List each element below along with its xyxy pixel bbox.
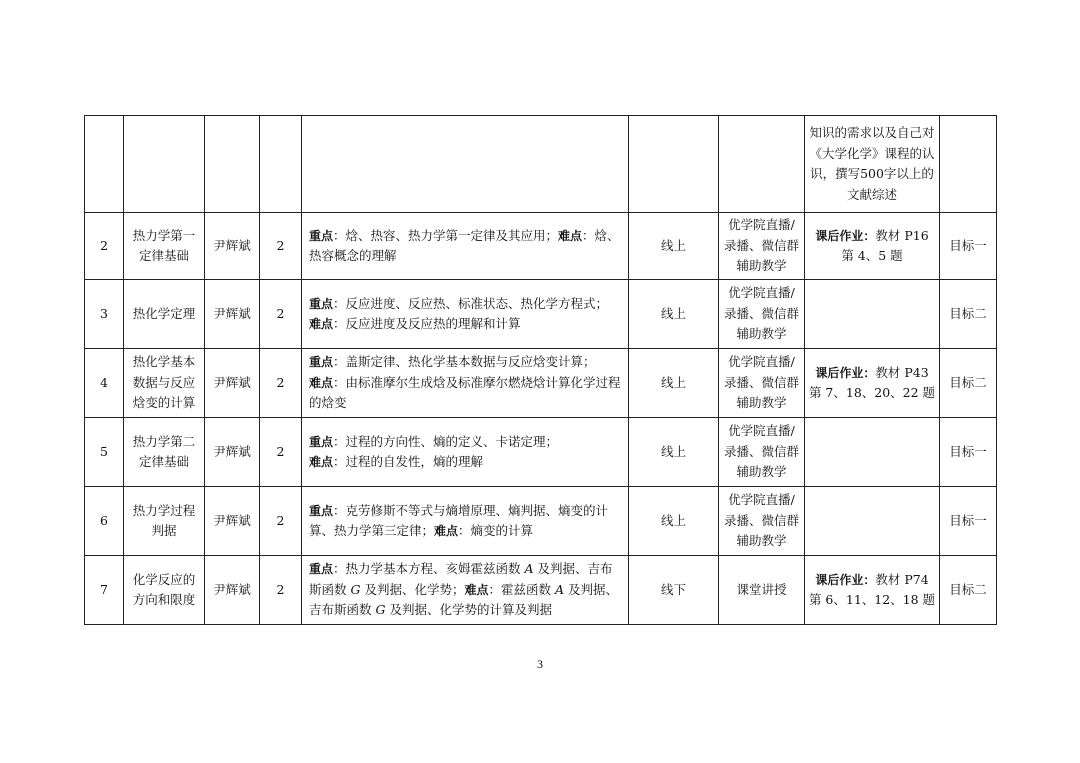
topic-cell: 热力学第二定律基础 [124,418,205,487]
hours-cell: 2 [260,213,302,280]
row-number: 3 [85,280,124,349]
topic-cell: 热力学过程判据 [124,487,205,556]
teacher-cell: 尹辉斌 [205,487,260,556]
hours-cell: 2 [260,280,302,349]
homework-cell [805,418,940,487]
table-row [85,418,997,487]
method-cell: 优学院直播/录播、微信群辅助教学 [719,280,805,349]
table-row [85,213,997,280]
row-number: 6 [85,487,124,556]
method-cell: 优学院直播/录播、微信群辅助教学 [719,487,805,556]
content-cell: 重点：热力学基本方程、亥姆霍兹函数 A 及判据、吉布斯函数 G 及判据、化学势；难点：霍兹函数 A 及判据、吉布斯函数 G 及判据、化学势的计算及判据 [302,556,629,625]
teacher-cell: 尹辉斌 [205,418,260,487]
topic-cell: 热力学第一定律基础 [124,213,205,280]
hours-cell: 2 [260,349,302,418]
teacher-cell: 尹辉斌 [205,556,260,625]
content-cell: 重点：反应进度、反应热、标准状态、热化学方程式； 难点：反应进度及反应热的理解和计算 [302,280,629,349]
teacher-cell: 尹辉斌 [205,280,260,349]
homework-cell: 课后作业：教材 P74 第 6、11、12、18 题 [805,556,940,625]
method-cell: 优学院直播/录播、微信群辅助教学 [719,213,805,280]
teacher-cell: 尹辉斌 [205,213,260,280]
table-row [85,556,997,625]
table-row [85,349,997,418]
method-cell: 优学院直播/录播、微信群辅助教学 [719,349,805,418]
hours-cell: 2 [260,418,302,487]
goal-cell: 目标二 [940,349,997,418]
mode-cell: 线下 [629,556,719,625]
homework-cell [805,487,940,556]
course-schedule-table [84,115,997,625]
goal-cell: 目标一 [940,418,997,487]
method-cell: 优学院直播/录播、微信群辅助教学 [719,418,805,487]
page-number: 3 [537,657,543,671]
goal-cell: 目标一 [940,213,997,280]
mode-cell: 线上 [629,418,719,487]
row-number: 5 [85,418,124,487]
row-number: 7 [85,556,124,625]
homework-cell: 课后作业：教材 P16 第 4、5 题 [805,213,940,280]
method-cell: 课堂讲授 [719,556,805,625]
table-row-continuation [85,116,997,213]
table-row [85,280,997,349]
mode-cell: 线上 [629,487,719,556]
table-row [85,487,997,556]
mode-cell: 线上 [629,280,719,349]
homework-cell: 课后作业：教材 P43 第 7、18、20、22 题 [805,349,940,418]
row-number: 4 [85,349,124,418]
goal-cell: 目标二 [940,280,997,349]
homework-cell [805,280,940,349]
content-cell: 重点：过程的方向性、熵的定义、卡诺定理； 难点：过程的自发性，熵的理解 [302,418,629,487]
mode-cell: 线上 [629,213,719,280]
row-number: 2 [85,213,124,280]
assignment-cell: 知识的需求以及自己对《大学化学》课程的认识，撰写500字以上的文献综述 [805,116,940,213]
content-cell: 重点：焓、热容、热力学第一定律及其应用；难点：焓、热容概念的理解 [302,213,629,280]
topic-cell: 化学反应的方向和限度 [124,556,205,625]
mode-cell: 线上 [629,349,719,418]
content-cell: 重点：克劳修斯不等式与熵增原理、熵判据、熵变的计算、热力学第三定律；难点：熵变的计算 [302,487,629,556]
goal-cell: 目标一 [940,487,997,556]
goal-cell: 目标二 [940,556,997,625]
hours-cell: 2 [260,556,302,625]
topic-cell: 热化学定理 [124,280,205,349]
topic-cell: 热化学基本数据与反应焓变的计算 [124,349,205,418]
teacher-cell: 尹辉斌 [205,349,260,418]
hours-cell: 2 [260,487,302,556]
content-cell: 重点：盖斯定律、热化学基本数据与反应焓变计算； 难点：由标准摩尔生成焓及标准摩尔燃烧焓计算化学过程的焓变 [302,349,629,418]
